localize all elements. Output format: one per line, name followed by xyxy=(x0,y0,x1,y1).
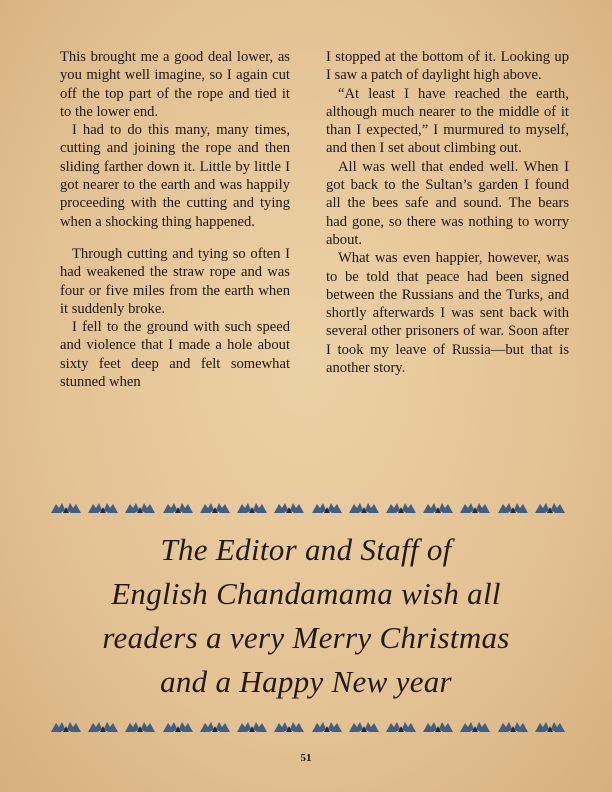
stylized-bird-pair-icon xyxy=(311,720,343,734)
stylized-bird-pair-icon xyxy=(273,501,305,515)
stylized-bird-pair-icon xyxy=(199,501,231,515)
stylized-bird-pair-icon xyxy=(422,720,454,734)
stylized-bird-pair-icon xyxy=(162,501,194,515)
paragraph-right-3: All was well that ended well. When I got back to the Sultan’s garden I found all the bees safe and sound. The bears had gone, so there was nothing to worry about. xyxy=(326,158,569,248)
greeting-line-4: and a Happy New year xyxy=(160,664,452,699)
paragraph-left-4: I fell to the ground with such speed and violence that I made a hole about sixty feet deep and felt somewhat stunned when xyxy=(60,319,290,391)
paragraph-left-2: I had to do this many, many times, cutting and joining the rope and then sliding farther down it. Little by little I got nearer to the earth and was happily proceeding with the cutting and tying when a shocking thing happened. xyxy=(60,122,290,230)
ornament-border-top xyxy=(50,499,566,516)
paragraph-right-2: “At least I have reached the earth, although much nearer to the middle of it than I expected,” I murmured to myself, and then I set about climbing out. xyxy=(326,85,569,157)
greeting-line-1: The Editor and Staff of xyxy=(160,532,452,567)
paragraph-left-1: This brought me a good deal lower, as you might well imagine, so I again cut off the top part of the rope and tied it to the lower end. xyxy=(60,49,290,120)
stylized-bird-pair-icon xyxy=(87,501,119,515)
page-number: 51 xyxy=(300,752,312,764)
stylized-bird-pair-icon xyxy=(385,720,417,734)
greeting-line-3: readers a very Merry Christmas xyxy=(102,620,510,655)
stylized-bird-pair-icon xyxy=(348,501,380,515)
stylized-bird-pair-icon xyxy=(385,501,417,515)
story-column-left xyxy=(60,48,290,391)
stylized-bird-pair-icon xyxy=(87,720,119,734)
ornament-border-bottom xyxy=(50,718,566,735)
story-column-right xyxy=(326,48,569,377)
stylized-bird-pair-icon xyxy=(124,720,156,734)
paragraph-left-3: Through cutting and tying so often I had weakened the straw rope and was four or five miles from the earth when it suddenly broke. xyxy=(60,245,290,317)
stylized-bird-pair-icon xyxy=(236,501,268,515)
holiday-greeting xyxy=(40,528,572,704)
stylized-bird-pair-icon xyxy=(459,501,491,515)
stylized-bird-pair-icon xyxy=(422,501,454,515)
stylized-bird-pair-icon xyxy=(124,501,156,515)
stylized-bird-pair-icon xyxy=(459,720,491,734)
stylized-bird-pair-icon xyxy=(311,501,343,515)
paragraph-right-4: What was even happier, however, was to be told that peace had been signed between the Russians and the Turks, and shortly afterwards I was sent back with several other prisoners of war. Soon after I took my leave of Russia—but that is another story. xyxy=(326,250,569,377)
stylized-bird-pair-icon xyxy=(50,720,82,734)
stylized-bird-pair-icon xyxy=(534,720,566,734)
greeting-line-2: English Chandamama wish all xyxy=(111,576,501,611)
stylized-bird-pair-icon xyxy=(534,501,566,515)
stylized-bird-pair-icon xyxy=(162,720,194,734)
stylized-bird-pair-icon xyxy=(348,720,380,734)
stylized-bird-pair-icon xyxy=(273,720,305,734)
stylized-bird-pair-icon xyxy=(236,720,268,734)
paragraph-right-1: I stopped at the bottom of it. Looking up I saw a patch of daylight high above. xyxy=(326,49,569,84)
stylized-bird-pair-icon xyxy=(50,501,82,515)
stylized-bird-pair-icon xyxy=(497,720,529,734)
stylized-bird-pair-icon xyxy=(497,501,529,515)
stylized-bird-pair-icon xyxy=(199,720,231,734)
